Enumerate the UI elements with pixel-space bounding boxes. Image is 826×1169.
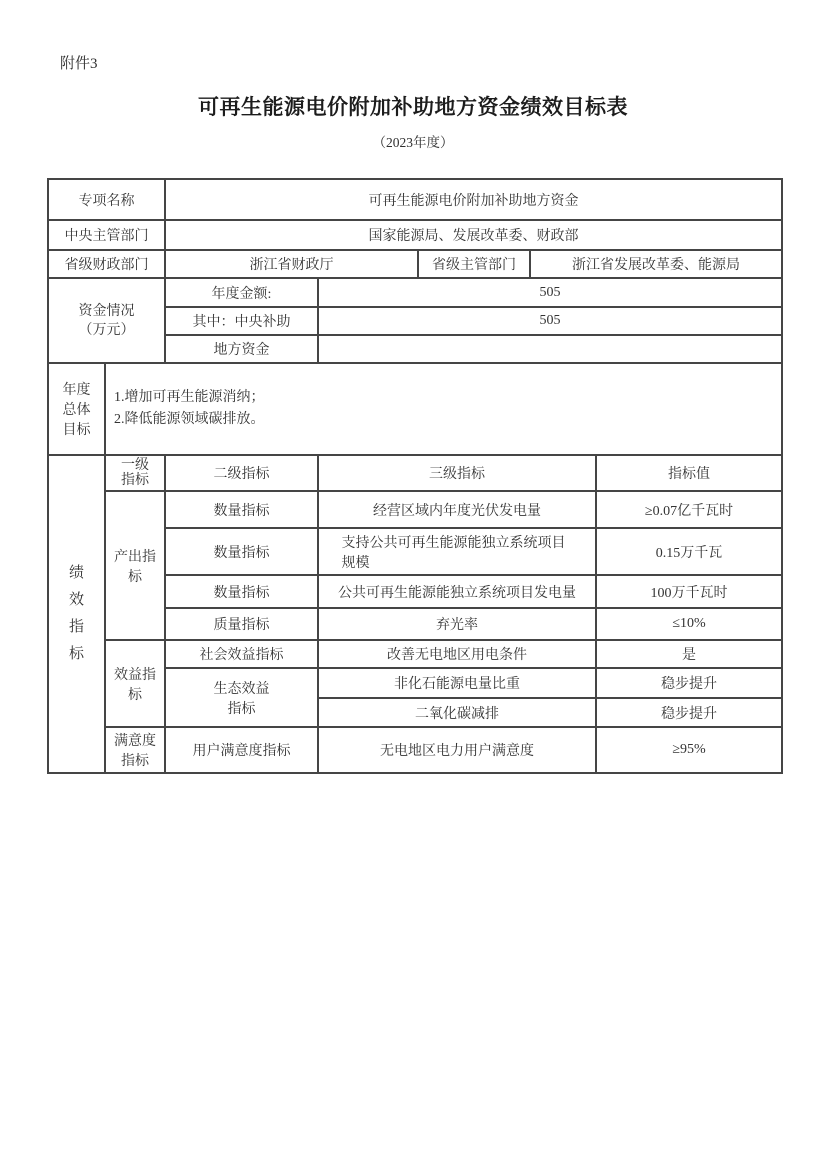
- cell-level2: 社会效益指标: [165, 640, 318, 668]
- cell-level3: 非化石能源电量比重: [318, 668, 596, 698]
- cell-value: 稳步提升: [596, 698, 782, 727]
- funding-label-line1: 资金情况: [78, 303, 135, 319]
- performance-section-label-text: 绩效指标: [68, 565, 84, 662]
- cell-prov-finance-value: 浙江省财政厅: [165, 250, 418, 278]
- cell-group-satisfaction: [105, 727, 165, 773]
- indicator-row: [48, 491, 782, 528]
- cell-value: 100万千瓦时: [596, 575, 782, 608]
- cell-header-level2: 二级指标: [165, 455, 318, 491]
- cell-annual-amount-value: 505: [318, 278, 782, 307]
- annual-goal-label-text: 年度总体目标: [62, 383, 91, 438]
- cell-group-output: [105, 491, 165, 640]
- cell-central-dept-value: 国家能源局、发展改革委、财政部: [165, 220, 782, 250]
- cell-project-name-label: 专项名称: [48, 179, 165, 220]
- cell-level3-text: 支持公共可再生能源能独立系统项目规模: [341, 535, 566, 571]
- cell-level2: 数量指标: [165, 528, 318, 575]
- cell-local-funds-label: 地方资金: [165, 335, 318, 363]
- row-central-dept: [48, 220, 782, 250]
- cell-level2: 用户满意度指标: [165, 727, 318, 773]
- cell-level2: 数量指标: [165, 491, 318, 528]
- cell-annual-amount-label: 年度金额:: [165, 278, 318, 307]
- cell-central-dept-label: 中央主管部门: [48, 220, 165, 250]
- row-funding-annual: [48, 278, 782, 307]
- group-eco-text: 生态效益指标: [213, 681, 270, 717]
- cell-level3: 经营区域内年度光伏发电量: [318, 491, 596, 528]
- annual-goal-line2: 2.降低能源领域碳排放。: [114, 412, 265, 427]
- cell-value: ≥95%: [596, 727, 782, 773]
- page-title: 可再生能源电价附加补助地方资金绩效目标表: [198, 96, 628, 119]
- group-satisfaction-text: 满意度指标: [114, 734, 156, 769]
- cell-level3: 公共可再生能源能独立系统项目发电量: [318, 575, 596, 608]
- group-output-text: 产出指标: [114, 549, 156, 585]
- cell-level3: 改善无电地区用电条件: [318, 640, 596, 668]
- cell-prov-admin-value: 浙江省发展改革委、能源局: [530, 250, 782, 278]
- row-project-name: [48, 179, 782, 220]
- cell-prov-finance-label: 省级财政部门: [48, 250, 165, 278]
- annual-goal-line1: 1.增加可再生能源消纳；: [114, 390, 265, 405]
- cell-central-subsidy-value: 505: [318, 307, 782, 335]
- indicator-row: [48, 727, 782, 773]
- funding-label-line2: （万元）: [78, 322, 135, 338]
- cell-funding-label: [48, 278, 165, 363]
- cell-value: 0.15万千瓦: [596, 528, 782, 575]
- cell-level2: 数量指标: [165, 575, 318, 608]
- cell-value: ≥0.07亿千瓦时: [596, 491, 782, 528]
- group-benefit-text: 效益指标: [114, 667, 156, 703]
- cell-annual-goal-content: [105, 363, 782, 455]
- cell-header-value: 指标值: [596, 455, 782, 491]
- cell-level3: [318, 528, 596, 575]
- cell-level2: 质量指标: [165, 608, 318, 640]
- row-annual-goal: [48, 363, 782, 455]
- cell-performance-section-label: [48, 455, 105, 773]
- cell-level3: 弃光率: [318, 608, 596, 640]
- cell-level3: 二氧化碳减排: [318, 698, 596, 727]
- cell-value: 稳步提升: [596, 668, 782, 698]
- cell-annual-goal-label: [48, 363, 105, 455]
- cell-header-level3: 三级指标: [318, 455, 596, 491]
- performance-target-table: [47, 178, 783, 774]
- row-provincial-depts: [48, 250, 782, 278]
- page-subtitle: （2023年度）: [372, 135, 454, 150]
- header-level1-text: 一级指标: [120, 458, 149, 488]
- cell-level3: 无电地区电力用户满意度: [318, 727, 596, 773]
- cell-project-name-value: 可再生能源电价附加补助地方资金: [165, 179, 782, 220]
- cell-prov-admin-label: 省级主管部门: [418, 250, 530, 278]
- cell-value: 是: [596, 640, 782, 668]
- cell-header-level1: [105, 455, 165, 491]
- row-indicator-header: [48, 455, 782, 491]
- cell-group-eco: [165, 668, 318, 727]
- cell-central-subsidy-label: 其中：中央补助: [165, 307, 318, 335]
- cell-local-funds-value: [318, 335, 782, 363]
- cell-value: ≤10%: [596, 608, 782, 640]
- attachment-label: 附件3: [60, 56, 98, 72]
- indicator-row: [48, 640, 782, 668]
- cell-group-benefit: [105, 640, 165, 727]
